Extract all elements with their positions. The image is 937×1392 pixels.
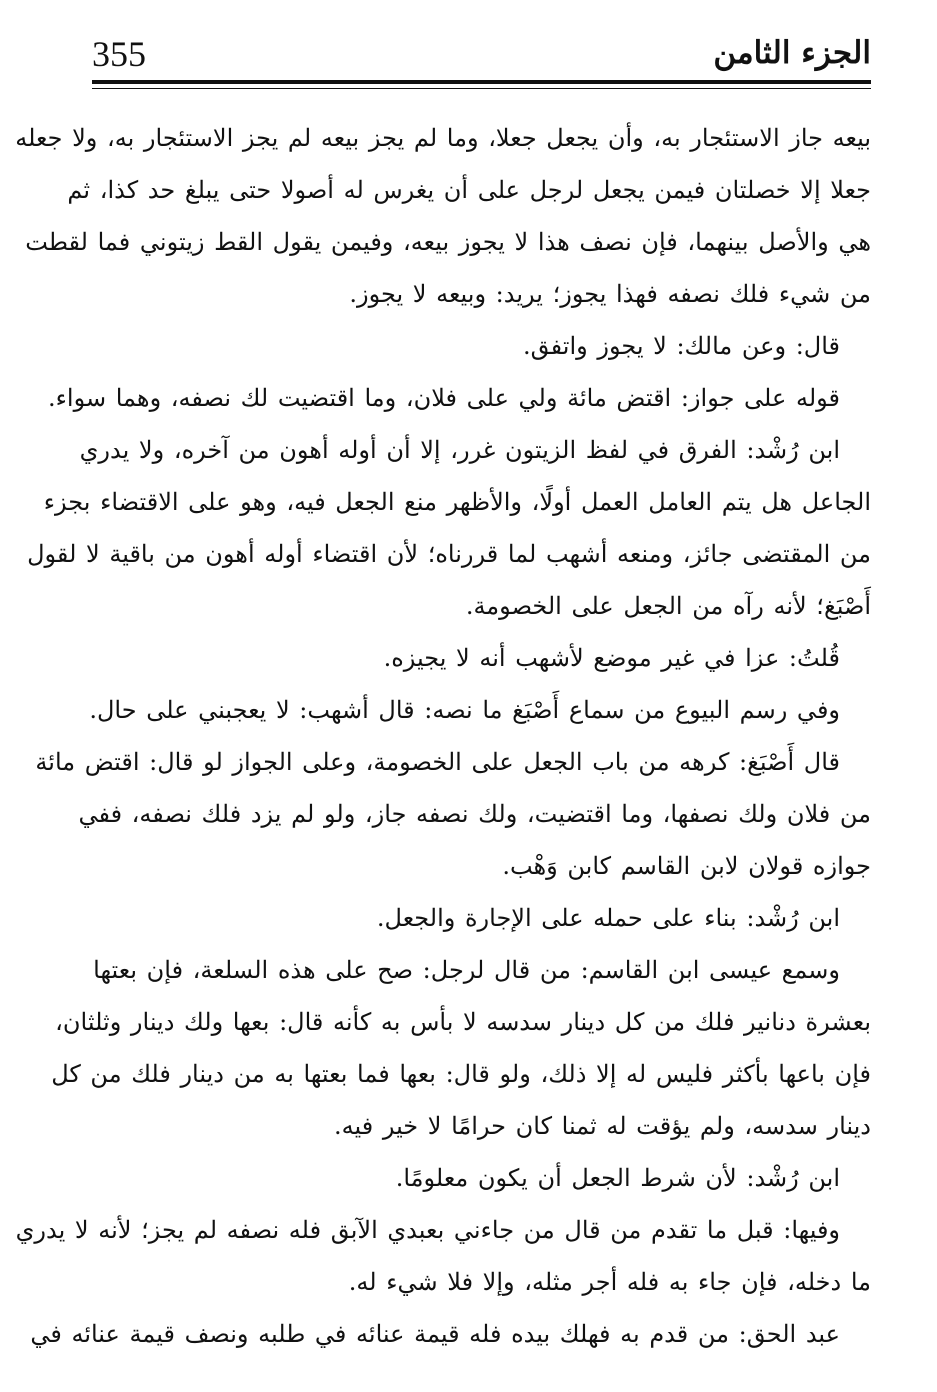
- text-line: الجاعل هل يتم العامل العمل أولًا، والأظهر منع الجعل فيه، وهو على الاقتضاء بجزء: [43, 488, 871, 516]
- text-line: وفي رسم البيوع من سماع أَصْبَغ ما نصه: قال أشهب: لا يعجبني على حال.: [89, 696, 840, 724]
- text-line: ابن رُشْد: لأن شرط الجعل أن يكون معلومًا.: [395, 1164, 840, 1192]
- text-line: ابن رُشْد: بناء على حمله على الإجارة والجعل.: [376, 904, 840, 932]
- text-line: من فلان ولك نصفها، وما اقتضيت، ولك نصفه جاز، ولو لم يزد فلك نصفه، ففي: [78, 800, 871, 828]
- main-text: [15, 112, 871, 1357]
- text-line: بعشرة دنانير فلك من كل دينار سدسه لا بأس به كأنه قال: بعها ولك دينار وثلثان،: [55, 1008, 871, 1036]
- text-line: وسمع عيسى ابن القاسم: من قال لرجل: صح على هذه السلعة، فإن بعتها: [93, 956, 840, 984]
- text-line: وفيها: قبل ما تقدم من قال من جاءني بعبدي الآبق فله نصفه لم يجز؛ لأنه لا يدري: [15, 1216, 840, 1244]
- text-line: بيعه جاز الاستئجار به، وأن يجعل جعلا، وما لم يجز بيعه لم يجز الاستئجار به، ولا جعله: [15, 124, 871, 152]
- text-line: هي والأصل بينهما، فإن نصف هذا لا يجوز بيعه، وفيمن يقول القط زيتوني فما لقطت: [25, 228, 871, 256]
- page-header: [92, 28, 871, 90]
- text-line: فإن باعها بأكثر فليس له إلا ذلك، ولو قال: بعها فما بعتها به من دينار فلك من كل: [51, 1060, 871, 1088]
- text-line: عبد الحق: من قدم به فهلك بيده فله قيمة عنائه في طلبه ونصف قيمة عنائه في: [30, 1320, 840, 1348]
- text-line: قال أَصْبَغ: كرهه من باب الجعل على الخصومة، وعلى الجواز لو قال: اقتض مائة: [35, 748, 840, 776]
- text-line: من شيء فلك نصفه فهذا يجوز؛ يريد: وبيعه لا يجوز.: [349, 280, 871, 308]
- header-thin-rule: [92, 88, 871, 89]
- header-thick-rule: [92, 80, 871, 84]
- text-line: قُلتُ: عزا في غير موضع لأشهب أنه لا يجيزه.: [383, 644, 840, 672]
- text-line: ابن رُشْد: الفرق في لفظ الزيتون غرر، إلا أن أوله أهون من آخره، ولا يدري: [79, 436, 840, 464]
- text-line: جعلا إلا خصلتان فيمن يجعل لرجل على أن يغرس له أصولا حتى يبلغ حد كذا، ثم: [67, 176, 871, 204]
- text-line: ما دخله، فإن جاء به فله أجر مثله، وإلا فلا شيء له.: [348, 1268, 871, 1296]
- text-line: أَصْبَغ؛ لأنه رآه من الجعل على الخصومة.: [465, 592, 871, 620]
- text-line: قال: وعن مالك: لا يجوز واتفق.: [523, 332, 840, 360]
- text-line: دينار سدسه، ولم يؤقت له ثمنا كان حرامًا لا خير فيه.: [333, 1112, 871, 1140]
- text-line: جوازه قولان لابن القاسم كابن وَهْب.: [502, 852, 871, 880]
- page-number: 355: [92, 34, 146, 74]
- text-line: قوله على جواز: اقتض مائة ولي على فلان، وما اقتضيت لك نصفه، وهما سواء.: [48, 384, 840, 412]
- running-title: الجزء الثامن: [713, 35, 871, 71]
- text-line: من المقتضى جائز، ومنعه أشهب لما قررناه؛ لأن اقتضاء أوله أهون من باقية لا لقول: [27, 540, 871, 568]
